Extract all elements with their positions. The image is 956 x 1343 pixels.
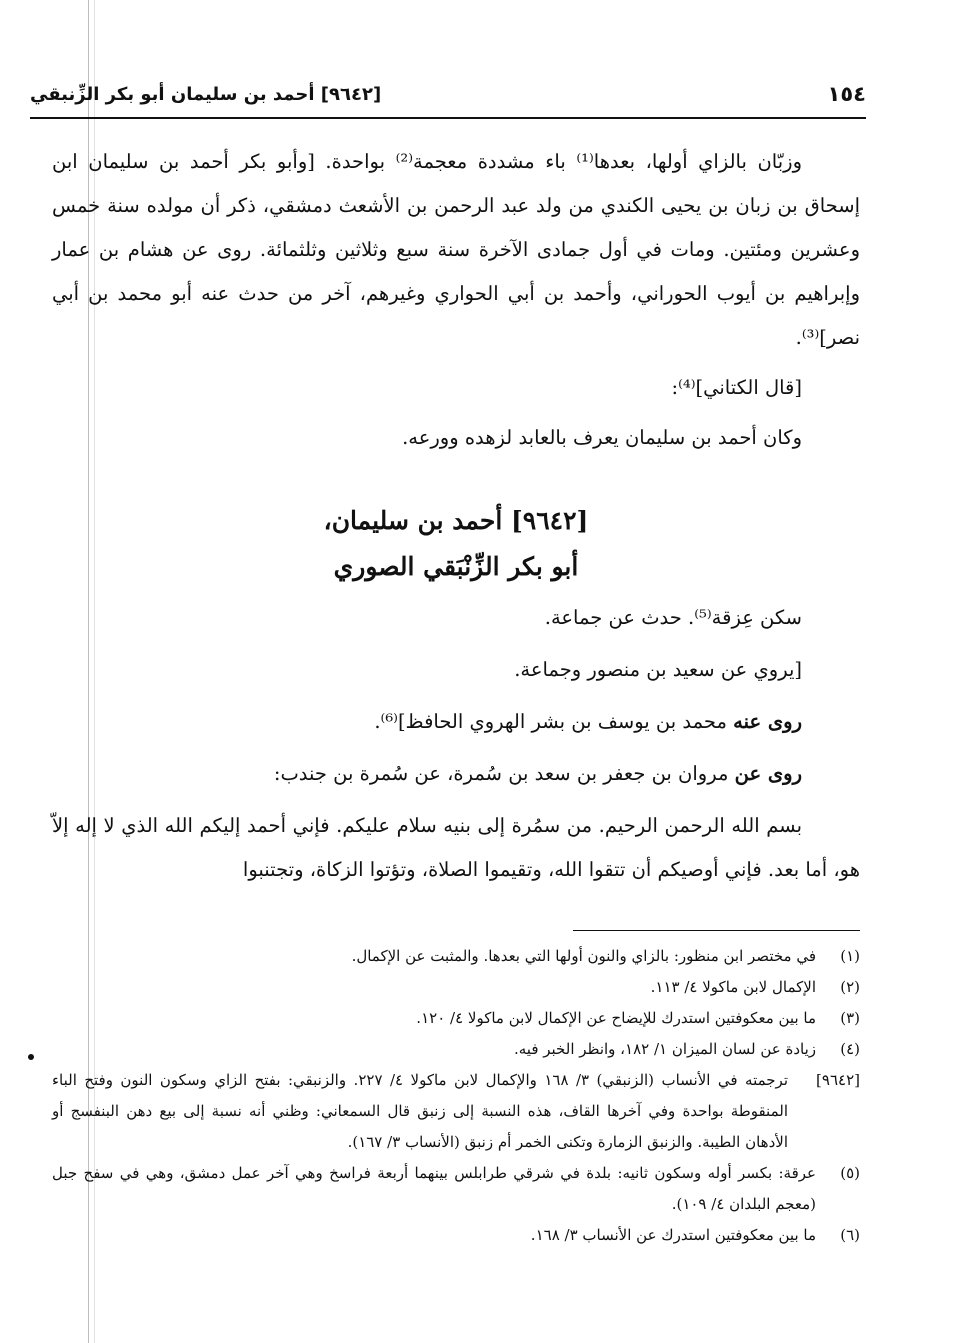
paragraph-letter: بسم الله الرحمن الرحيم. من سمُرة إلى بنيه سلام عليكم. فإني أحمد إليكم الله الذي لا إله إلاّ هو، أما بعد. فإني أوصيكم أن تتقوا الله، وتقيموا الصلاة، وتؤتوا الزكاة، وتجتنبوا xyxy=(52,814,860,881)
footnote-number: (٢) xyxy=(840,978,860,996)
footnote-4 xyxy=(52,1034,860,1065)
footnote-5 xyxy=(52,1158,860,1220)
footnote-number: [٩٦٤٢] xyxy=(816,1071,860,1089)
header-rule xyxy=(30,117,866,119)
paragraph-abid: وكان أحمد بن سليمان يعرف بالعابد لزهده وورعه. xyxy=(402,426,802,449)
footnote-entry xyxy=(52,1065,860,1158)
narrated-by-text: محمد بن يوسف بن بشر الهروي الحافظ]⁽⁶⁾. xyxy=(374,710,734,733)
footnote-text: زيادة عن لسان الميزان ١/ ١٨٢، وانظر الخبر فيه. xyxy=(513,1040,816,1058)
footnote-6 xyxy=(52,1220,860,1251)
entry-heading-line-1: [٩٦٤٢] أحمد بن سليمان، xyxy=(323,506,589,535)
narrated-from-text: مروان بن جعفر بن سعد بن سُمرة، عن سُمرة بن جندب: xyxy=(273,762,735,785)
footnote-text: عرقة: بكسر أوله وسكون ثانيه: بلدة في شرقي طرابلس بينهما أربعة فراسخ وهي آخر عمل دمشق، وهي في سفح جبل (معجم البلدان ٤/ ١٠٩). xyxy=(52,1164,816,1213)
paragraph-narrated-by xyxy=(52,700,860,744)
footnote-text: في مختصر ابن منظور: بالزاي والنون أولها التي بعدها. والمثبت عن الإكمال. xyxy=(351,947,816,965)
narrated-by-label: روى عنه xyxy=(733,710,802,733)
entry-heading xyxy=(52,498,860,590)
footnote-number: (٦) xyxy=(840,1226,860,1244)
footnote-number: (٥) xyxy=(840,1164,860,1182)
page-header xyxy=(30,82,866,116)
footnote-text: الإكمال لابن ماكولا ٤/ ١١٣. xyxy=(650,978,816,996)
footnote-1 xyxy=(52,941,860,972)
page-number: ١٥٤ xyxy=(827,82,866,106)
footnote-text: ما بين معكوفتين استدرك عن الأنساب ٣/ ١٦٨. xyxy=(530,1226,816,1244)
footnote-text: ترجمته في الأنساب (الزنبقي) ٣/ ١٦٨ والإكمال لابن ماكولا ٤/ ٢٢٧. والزنبقي: بفتح الزاي وسكون النون وفتح الباء المنقوطة بواحدة وفي آخرها القاف، هذه النسبة إلى زنبق قال السمعاني: وظني أنه نسبة إلى بيع دهن البنفسج أو الأدهان الطيبة. والزنبق الزمارة وتكنى الخمر أم زنبق (الأنساب ٣/ ١٦٧). xyxy=(52,1071,788,1151)
narrated-from-label: روى عن xyxy=(734,762,802,785)
footnote-2 xyxy=(52,972,860,1003)
footnote-3 xyxy=(52,1003,860,1034)
footnotes xyxy=(52,930,860,1251)
paragraph-kattani: [قال الكتاني]⁽⁴⁾: xyxy=(671,376,802,399)
paragraph-narrated-from xyxy=(52,752,860,796)
footnote-number: (٣) xyxy=(840,1009,860,1027)
running-title: [٩٦٤٢] أحمد بن سليمان أبو بكر الزِّنبقي xyxy=(30,84,382,105)
footnote-number: (٤) xyxy=(840,1040,860,1058)
footnote-rule xyxy=(573,930,860,931)
main-text xyxy=(52,140,860,892)
paragraph-residence: سكن عِزقة⁽⁵⁾. حدث عن جماعة. xyxy=(544,606,802,629)
paragraph-1: وزبّان بالزاي أولها، بعدها⁽¹⁾ باء مشددة معجمة⁽²⁾ بواحدة. [وأبو بكر أحمد بن سليمان ابن إسحاق بن زبان بن يحيى الكندي من ولد عبد الرحمن بن الأشعث دمشقي، ذكر أن مولده سنة خمس وعشرين ومئتين. ومات في أول جمادى الآخرة سنة سبع وثلاثين وثلثمائة. روى عن هشام بن عمار وإبراهيم بن أيوب الحوراني، وأحمد بن أبي الحواري وغيرهم، آخر من حدث عنه أبو محمد بن أبي نصر]⁽³⁾. xyxy=(52,150,860,349)
footnote-number: (١) xyxy=(840,947,860,965)
paragraph-narrates-from: [يروي عن سعيد بن منصور وجماعة. xyxy=(514,658,802,681)
scan-speck xyxy=(28,1054,34,1060)
entry-heading-line-2: أبو بكر الزِّنْبَقي الصوري xyxy=(333,552,579,581)
footnote-text: ما بين معكوفتين استدرك للإيضاح عن الإكمال لابن ماكولا ٤/ ١٢٠. xyxy=(416,1009,816,1027)
